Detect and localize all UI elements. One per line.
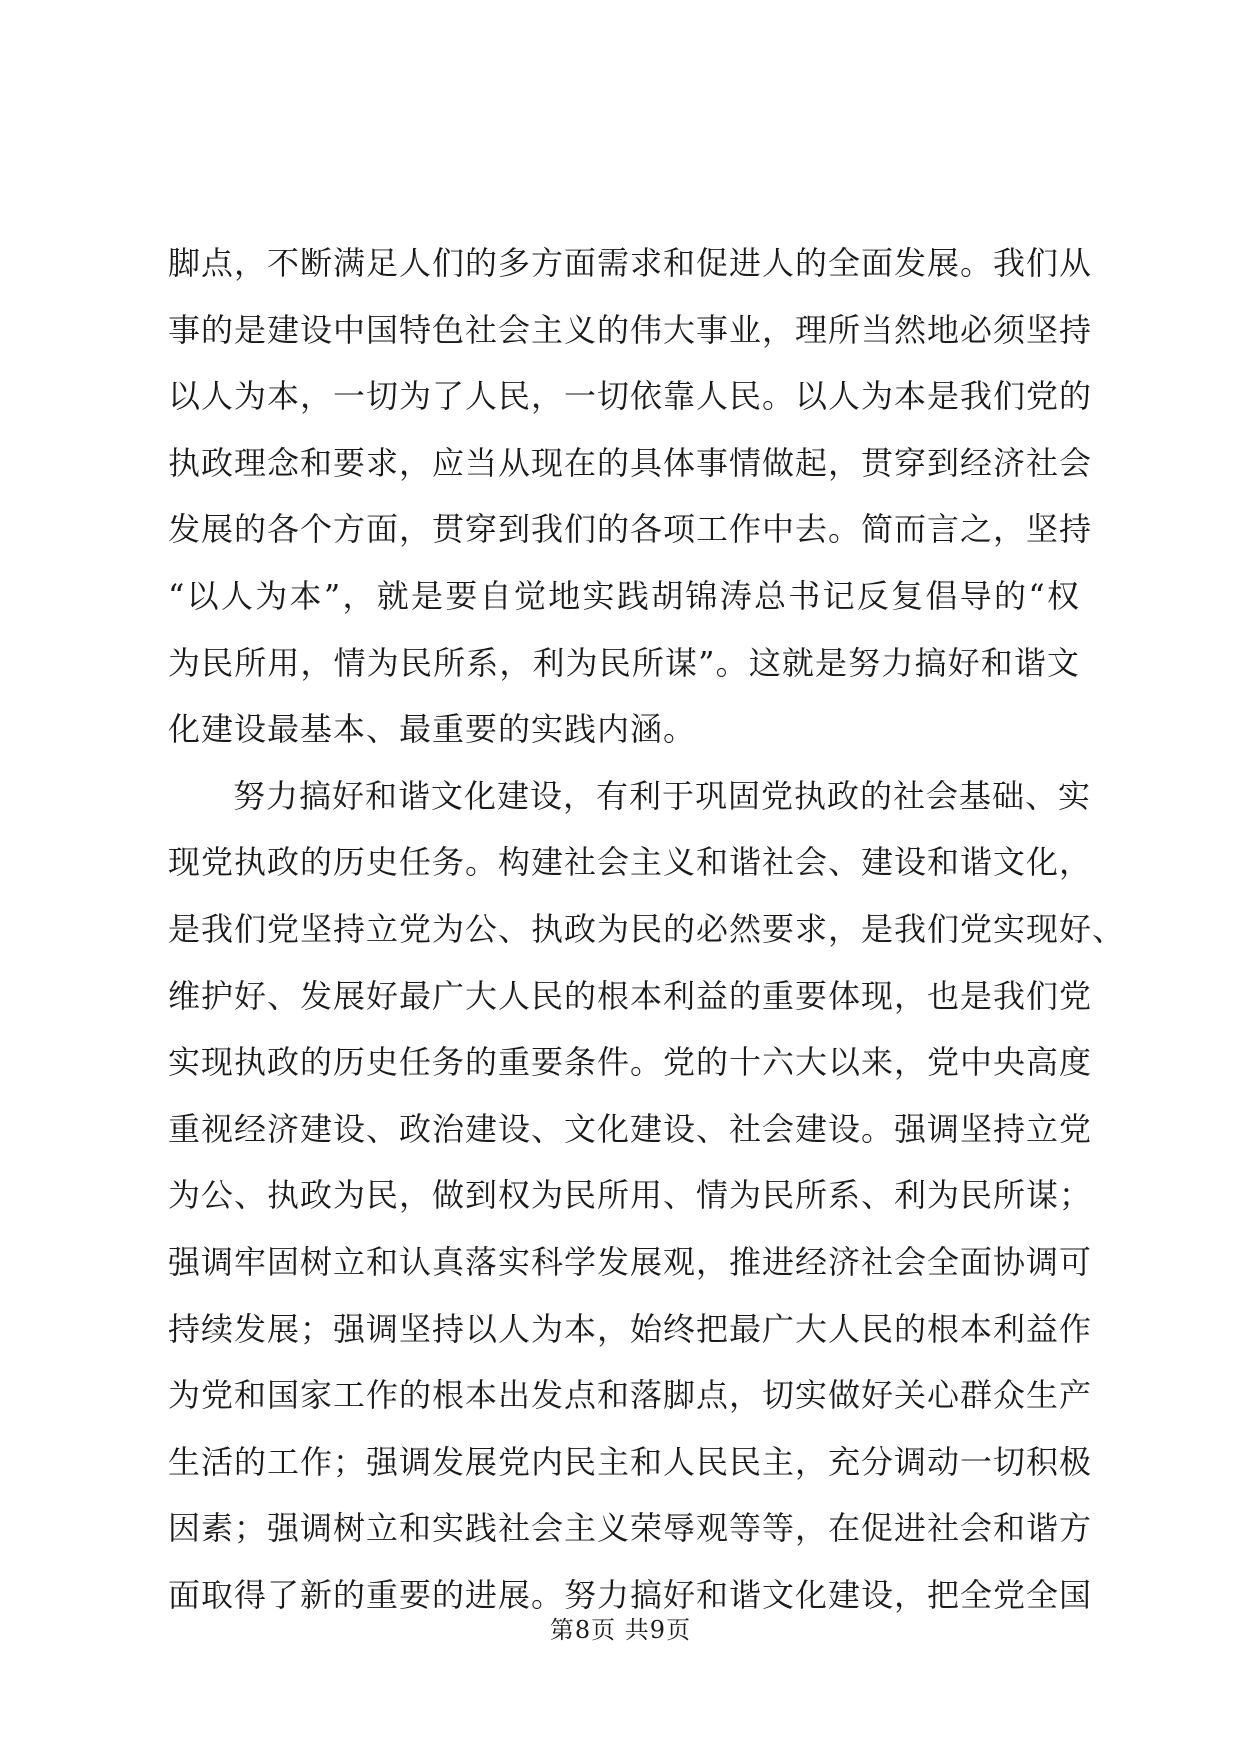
text-line: 为民所用，情为民所系，利为民所谋”。这就是努力搞好和谐文 bbox=[168, 643, 1080, 682]
text-line: 因素；强调树立和实践社会主义荣辱观等等，在促进社会和谐方 bbox=[168, 1509, 1093, 1548]
document-body bbox=[168, 230, 1126, 1628]
text-line: 持续发展；强调坚持以人为本，始终把最广大人民的根本利益作 bbox=[168, 1309, 1093, 1348]
text-line: 化建设最基本、最重要的实践内涵。 bbox=[168, 710, 697, 749]
text-line: 事的是建设中国特色社会主义的伟大事业，理所当然地必须坚持 bbox=[168, 310, 1093, 349]
text-line: 以人为本，一切为了人民，一切依靠人民。以人为本是我们党的 bbox=[168, 377, 1093, 416]
text-line: 努力搞好和谐文化建设，有利于巩固党执政的社会基础、实 bbox=[233, 776, 1092, 815]
paragraph-2 bbox=[168, 763, 1126, 1629]
paragraph-1 bbox=[168, 230, 1093, 763]
text-line: 生活的工作；强调发展党内民主和人民民主，充分调动一切积极 bbox=[168, 1442, 1093, 1481]
text-line: 现党执政的历史任务。构建社会主义和谐社会、建设和谐文化， bbox=[168, 843, 1093, 882]
text-line: 执政理念和要求，应当从现在的具体事情做起，贯穿到经济社会 bbox=[168, 443, 1093, 482]
text-line: 为党和国家工作的根本出发点和落脚点，切实做好关心群众生产 bbox=[168, 1376, 1093, 1415]
text-line: 脚点，不断满足人们的多方面需求和促进人的全面发展。我们从 bbox=[168, 244, 1093, 282]
text-line: 强调牢固树立和认真落实科学发展观，推进经济社会全面协调可 bbox=[168, 1242, 1093, 1281]
text-line: “以人为本”，就是要自觉地实践胡锦涛总书记反复倡导的“权 bbox=[168, 576, 1080, 615]
page-number-footer: 第8页 共9页 bbox=[549, 1616, 692, 1644]
text-line: 维护好、发展好最广大人民的根本利益的重要体现，也是我们党 bbox=[168, 976, 1093, 1015]
text-line: 重视经济建设、政治建设、文化建设、社会建设。强调坚持立党 bbox=[168, 1109, 1093, 1148]
text-line: 实现执政的历史任务的重要条件。党的十六大以来，党中央高度 bbox=[168, 1043, 1093, 1082]
text-line: 是我们党坚持立党为公、执政为民的必然要求，是我们党实现好、 bbox=[168, 909, 1126, 948]
text-line: 为公、执政为民，做到权为民所用、情为民所系、利为民所谋； bbox=[168, 1176, 1093, 1215]
text-line: 面取得了新的重要的进展。努力搞好和谐文化建设，把全党全国 bbox=[168, 1575, 1093, 1614]
text-line: 发展的各个方面，贯穿到我们的各项工作中去。简而言之，坚持 bbox=[168, 510, 1093, 549]
